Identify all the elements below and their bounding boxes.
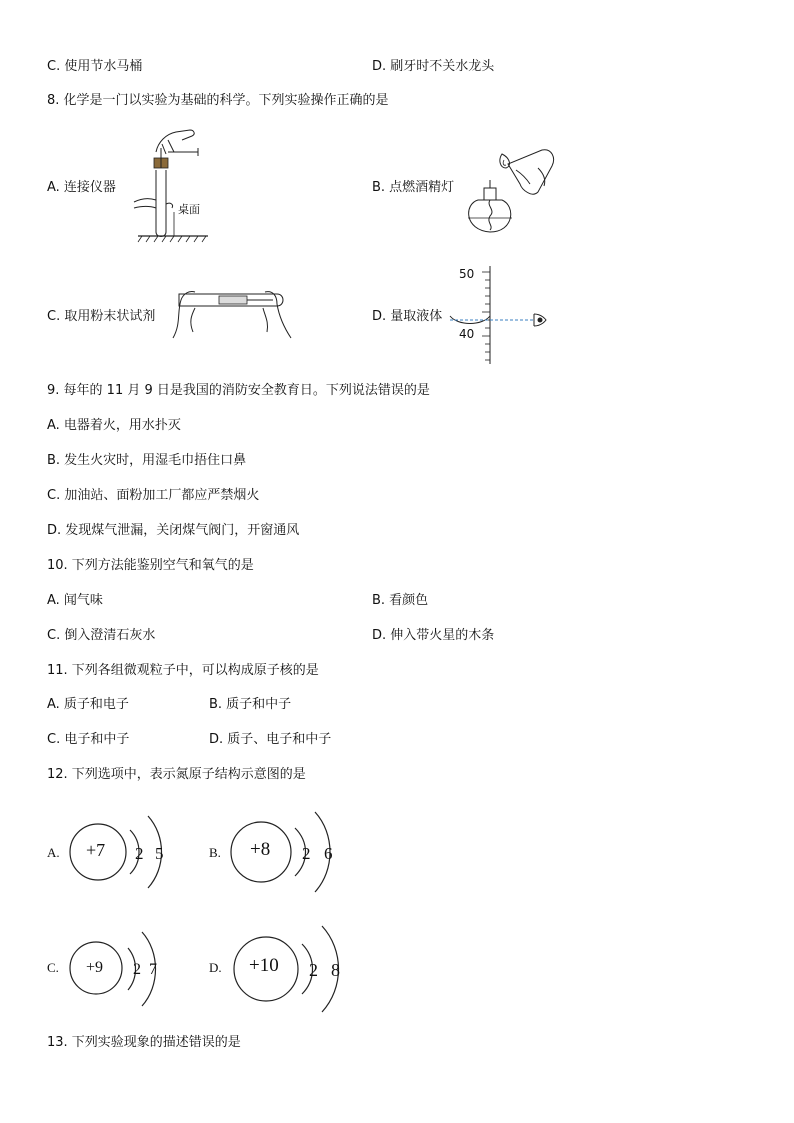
atom-d-shell-2: 8 (331, 960, 340, 980)
q12-option-c-label: C. (47, 960, 59, 975)
atom-d-nucleus: +10 (249, 955, 279, 976)
atom-a-shell-2: 5 (155, 844, 164, 863)
q11-option-d: D. 质子、电子和中子 (209, 732, 332, 747)
q12-option-d-label: D. (209, 960, 222, 975)
atom-a-shell-1: 2 (135, 844, 144, 863)
q10-option-a: A. 闻气味 (47, 593, 103, 608)
atom-c-nucleus: +9 (86, 959, 104, 976)
atom-b-shell-1: 2 (302, 844, 311, 863)
q12-option-b-label: B. (209, 845, 221, 860)
q11-option-a: A. 质子和电子 (47, 697, 129, 712)
atom-c-shell-1: 2 (133, 961, 141, 978)
atom-diagram-d (230, 914, 346, 1024)
q10-stem: 10. 下列方法能鉴别空气和氧气的是 (47, 558, 254, 573)
q12-option-a-label: A. (47, 845, 60, 860)
atom-c-shell-2: 7 (149, 961, 157, 978)
q11-stem: 11. 下列各组微观粒子中，可以构成原子核的是 (47, 663, 319, 678)
atom-b-shell-2: 6 (324, 844, 333, 863)
powder-reagent-figure (165, 282, 305, 342)
cylinder-mark-50: 50 (459, 267, 475, 281)
q12-stem: 12. 下列选项中，表示氮原子结构示意图的是 (47, 767, 306, 782)
q9-option-b: B. 发生火灾时，用湿毛巾捂住口鼻 (47, 453, 247, 468)
q11-option-c: C. 电子和中子 (47, 732, 130, 747)
q9-option-d: D. 发现煤气泄漏，关闭煤气阀门，开窗通风 (47, 523, 300, 538)
q10-option-b: B. 看颜色 (372, 593, 429, 608)
q8-option-b: B. 点燃酒精灯 (372, 180, 455, 195)
q11-option-b: B. 质子和中子 (209, 697, 292, 712)
q7-option-c: C. 使用节水马桶 (47, 59, 143, 74)
q9-option-c: C. 加油站、面粉加工厂都应严禁烟火 (47, 488, 260, 503)
q9-stem: 9. 每年的 11 月 9 日是我国的消防安全教育日。下列说法错误的是 (47, 383, 430, 398)
atom-b-nucleus: +8 (250, 839, 271, 860)
q10-option-d: D. 伸入带火星的木条 (372, 628, 495, 643)
q7-option-d: D. 刷牙时不关水龙头 (372, 59, 495, 74)
atom-a-nucleus: +7 (86, 840, 106, 860)
alcohol-lamp-figure (460, 140, 560, 236)
table-surface-label: 桌面 (178, 203, 200, 216)
q8-option-a: A. 连接仪器 (47, 180, 116, 195)
q13-stem: 13. 下列实验现象的描述错误的是 (47, 1035, 241, 1050)
q9-option-a: A. 电器着火，用水扑灭 (47, 418, 181, 433)
atom-d-shell-1: 2 (309, 960, 318, 980)
q10-option-c: C. 倒入澄清石灰水 (47, 628, 156, 643)
q8-stem: 8. 化学是一门以实验为基础的科学。下列实验操作正确的是 (47, 93, 389, 108)
q8-option-c: C. 取用粉末状试剂 (47, 309, 156, 324)
cylinder-mark-40: 40 (459, 327, 475, 341)
connect-apparatus-figure (128, 128, 218, 246)
q8-option-d: D. 量取液体 (372, 309, 443, 324)
